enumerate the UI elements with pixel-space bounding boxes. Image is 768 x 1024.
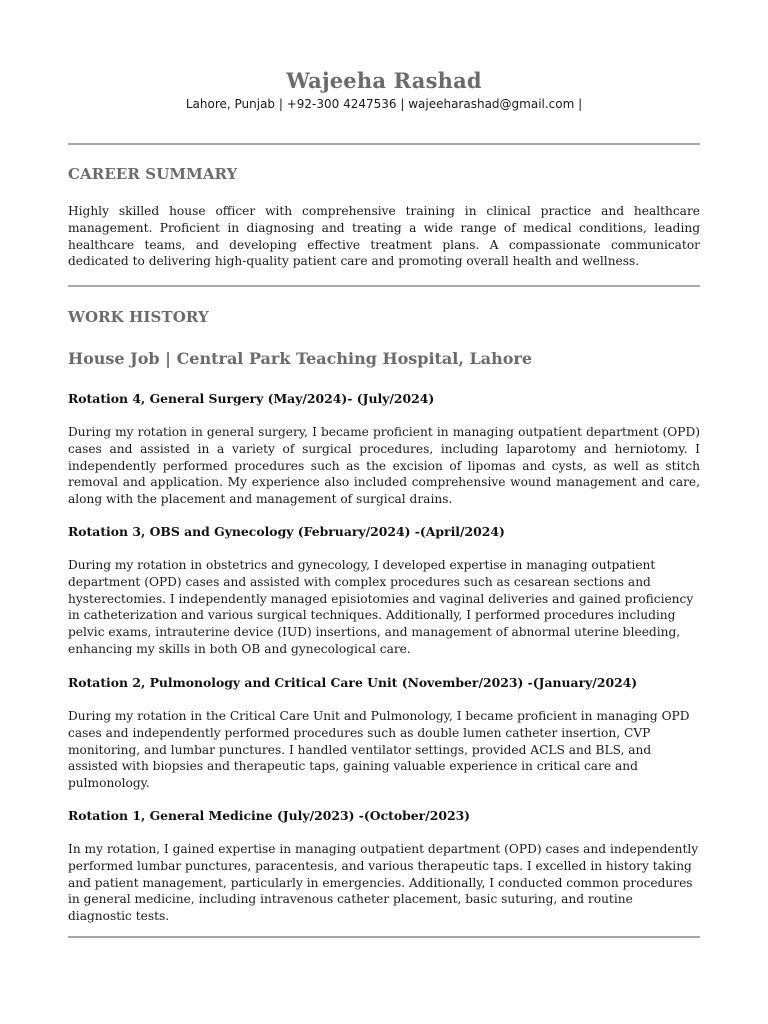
candidate-name: Wajeeha Rashad [286,68,482,93]
rotation-2-title: Rotation 2, Pulmonology and Critical Care Unit (November/2023) -(January/2024) [68,675,638,690]
work-history-divider [68,936,700,938]
job-title: House Job | Central Park Teaching Hospital, Lahore [68,349,533,368]
career-summary-divider [68,285,700,287]
contact-line: Lahore, Punjab | +92-300 4247536 | wajeeharashad@gmail.com | [185,97,583,111]
rotation-3-title: Rotation 3, OBS and Gynecology (February/2024) -(April/2024) [68,524,505,539]
rotation-1-description: In my rotation, I gained expertise in managing outpatient department (OPD) cases and independently performed lumbar punctures, paracentesis, and various therapeutic taps. I excelled in history taking and patient management, particularly in emergencies. Additionally, I conducted common procedures in general medicine, including intravenous catheter placement, basic suturing, and routine diagnostic tests. [68,842,699,924]
career-summary-heading: CAREER SUMMARY [68,165,238,183]
rotation-2-description: During my rotation in the Critical Care Unit and Pulmonology, I became proficient in managing OPD cases and independently performed procedures such as double lumen catheter insertion, CVP monitoring, and lumbar punctures. I handled ventilator settings, provided ACLS and BLS, and assisted with biopsies and therapeutic taps, gaining valuable experience in critical care and pulmonology. [68,709,690,791]
header-divider [68,143,700,145]
rotation-4-title: Rotation 4, General Surgery (May/2024)- (July/2024) [68,391,435,406]
rotation-3-description: During my rotation in obstetrics and gynecology, I developed expertise in managing outpatient department (OPD) cases and assisted with complex procedures such as cesarean sections and hysterectomies. I independently managed episiotomies and vaginal deliveries and gained proficiency in catheterization and various surgical techniques. Additionally, I performed procedures including pelvic exams, intrauterine device (IUD) insertions, and management of abnormal uterine bleeding, enhancing my skills in both OB and gynecological care. [68,558,694,656]
career-summary-text: Highly skilled house officer with comprehensive training in clinical practice and healthcare management. Proficient in diagnosing and treating a wide range of medical conditions, leading healthcare teams, and developing effective treatment plans. A compassionate communicator dedicated to delivering high-quality patient care and promoting overall health and wellness. [68,204,700,269]
rotation-4-description: During my rotation in general surgery, I became proficient in managing outpatient department (OPD) cases and assisted in a variety of surgical procedures, including laparotomy and herniotomy. I independently performed procedures such as the excision of lipomas and cysts, as well as stitch removal and application. My experience also included comprehensive wound management and care, along with the placement and management of surgical drains. [68,425,700,507]
work-history-heading: WORK HISTORY [68,308,209,326]
rotation-1-title: Rotation 1, General Medicine (July/2023) -(October/2023) [68,808,471,823]
